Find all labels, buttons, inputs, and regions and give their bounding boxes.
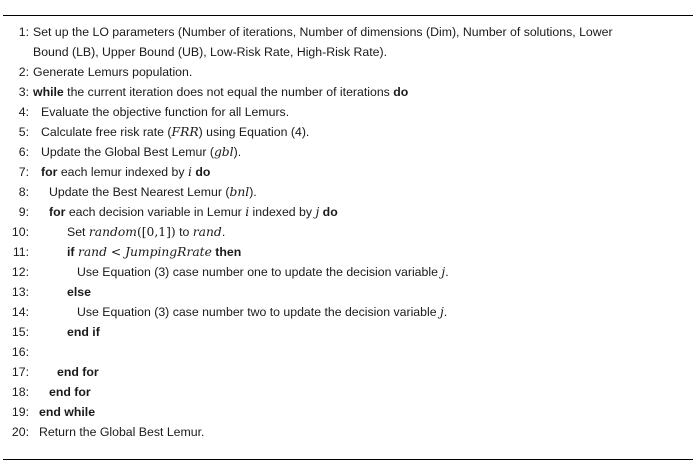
keyword-end-for: end for xyxy=(57,365,99,379)
text-segment: Use Equation (3) case number two to update the decision variable xyxy=(77,305,440,319)
text-segment: . xyxy=(443,305,448,319)
keyword-do: do xyxy=(319,205,338,219)
keyword-if: if xyxy=(67,245,75,259)
text-segment: ) using Equation (4). xyxy=(198,125,310,139)
text-segment: ). xyxy=(233,145,242,159)
text-segment: . xyxy=(445,265,449,279)
math-random: random xyxy=(88,225,137,239)
line-text xyxy=(41,122,309,142)
line-number: 5: xyxy=(18,125,29,139)
math-i: i xyxy=(245,205,250,219)
line-text: Generate Lemurs population. xyxy=(33,65,193,79)
line-number: 13: xyxy=(11,285,29,299)
line-number: 20: xyxy=(11,425,29,439)
text-segment: each lemur indexed by xyxy=(57,165,188,179)
line-number: 18: xyxy=(11,385,29,399)
text-segment: . xyxy=(221,225,226,239)
math-rand: rand xyxy=(192,225,222,239)
keyword-for: for xyxy=(49,205,66,219)
line-text xyxy=(67,222,225,242)
line-number: 19: xyxy=(11,405,29,419)
line-text xyxy=(49,202,338,222)
keyword-end-while: end while xyxy=(39,405,96,419)
math-j: j xyxy=(315,205,320,219)
line-text xyxy=(67,242,241,262)
keyword-end-if: end if xyxy=(67,325,100,339)
text-segment: Calculate free risk rate ( xyxy=(41,125,172,139)
line-number: 12: xyxy=(11,265,29,279)
text-segment: Update the Global Best Lemur ( xyxy=(41,145,214,159)
math-rand: rand xyxy=(77,245,107,259)
line-number: 3: xyxy=(18,85,29,99)
line-text xyxy=(41,162,210,182)
math-i: i xyxy=(187,165,192,179)
line-number: 1: xyxy=(18,25,29,39)
line-number: 8: xyxy=(18,185,29,199)
text-segment: indexed by xyxy=(249,205,316,219)
line-text xyxy=(49,182,257,202)
keyword-do: do xyxy=(393,85,409,99)
line-text: Return the Global Best Lemur. xyxy=(39,425,205,439)
line-number: 6: xyxy=(18,145,29,159)
line-number: 10: xyxy=(11,225,29,239)
math-j: j xyxy=(439,305,444,319)
line-text xyxy=(77,302,447,322)
text-segment: ). xyxy=(249,185,257,199)
line-number: 11: xyxy=(12,245,29,259)
line-number: 9: xyxy=(18,205,29,219)
condition-text: the current iteration does not equal the number of iterations xyxy=(63,85,394,99)
keyword-else: else xyxy=(67,285,91,299)
line-text: Bound (LB), Upper Bound (UB), Low-Risk Rate, High-Risk Rate). xyxy=(33,45,388,59)
line-text xyxy=(77,262,449,282)
text-segment: Update the Best Nearest Lemur ( xyxy=(49,185,230,199)
keyword-end-for: end for xyxy=(49,385,91,399)
line-text xyxy=(33,82,408,102)
text-segment: Set xyxy=(67,225,89,239)
line-number: 16: xyxy=(11,345,29,359)
line-number: 15: xyxy=(11,325,29,339)
line-text xyxy=(41,142,241,162)
line-number: 7: xyxy=(18,165,29,179)
text-segment: to xyxy=(175,225,193,239)
math-j: j xyxy=(441,265,446,279)
math-interval: ([0,1]) xyxy=(136,225,176,239)
keyword-do: do xyxy=(191,165,211,179)
text-segment: each decision variable in Lemur xyxy=(65,205,246,219)
math-gbl: gbl xyxy=(213,145,234,159)
bottom-rule xyxy=(3,459,693,460)
math-frr: FRR xyxy=(171,125,199,139)
keyword-then: then xyxy=(211,245,242,259)
line-number: 4: xyxy=(18,105,29,119)
line-number: 2: xyxy=(18,65,29,79)
line-number: 17: xyxy=(11,365,29,379)
line-text: Evaluate the objective function for all Lemurs. xyxy=(41,105,290,119)
line-number: 14: xyxy=(11,305,29,319)
keyword-for: for xyxy=(41,165,58,179)
keyword-while: while xyxy=(33,85,64,99)
math-less-than: < xyxy=(106,245,126,259)
text-segment: Use Equation (3) case number one to update the decision variable xyxy=(77,265,442,279)
math-jumping-rate: JumpingRrate xyxy=(125,245,212,259)
math-bnl: bnl xyxy=(229,185,250,199)
line-text: Set up the LO parameters (Number of iterations, Number of dimensions (Dim), Number of solutions, Lower xyxy=(33,25,613,39)
